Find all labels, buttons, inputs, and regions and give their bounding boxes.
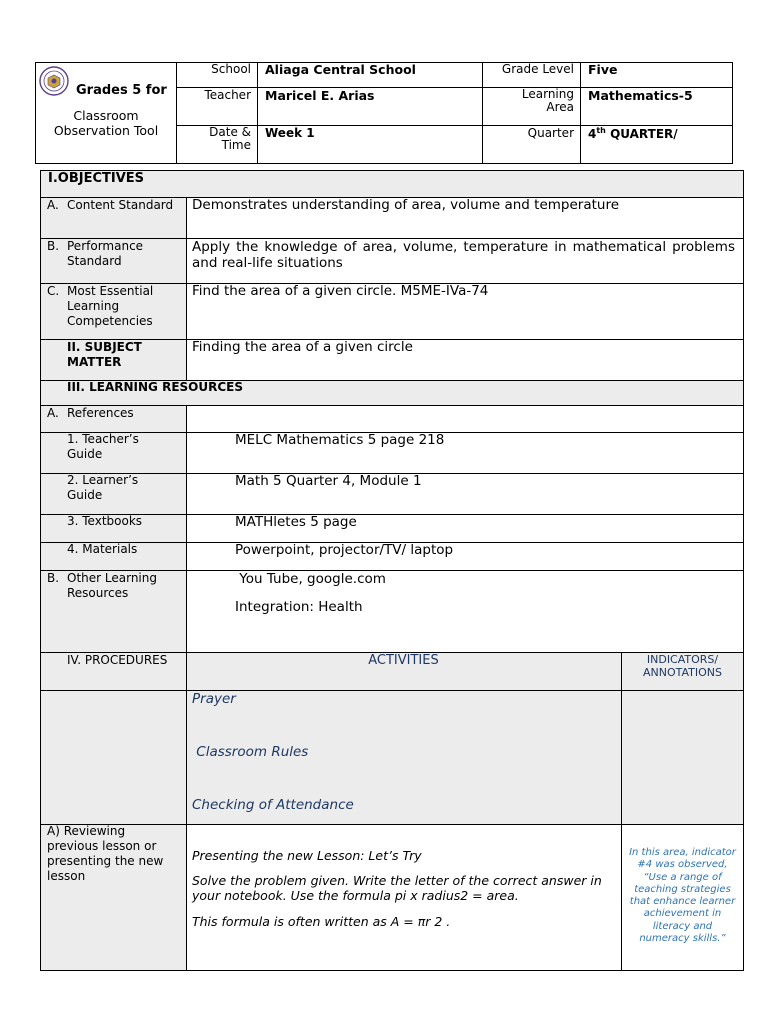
- objectives-heading: I.OBJECTIVES: [48, 171, 145, 186]
- teachers-guide-value: MELC Mathematics 5 page 218: [235, 432, 445, 448]
- teacher-value: Maricel E. Arias: [265, 88, 375, 103]
- subject-matter-value: Finding the area of a given circle: [192, 339, 413, 355]
- form-title-line1: Grades 5 for: [76, 83, 167, 98]
- indicators-heading: INDICATORS/ ANNOTATIONS: [642, 653, 722, 679]
- deped-seal-logo: [39, 66, 69, 96]
- references-label: A. References: [47, 406, 134, 420]
- formula-text: This formula is often written as A = πr 2 .: [192, 914, 451, 929]
- grade-level-value: Five: [588, 62, 618, 77]
- competencies-value: Find the area of a given circle. M5ME-IVa-74: [192, 283, 489, 299]
- textbooks-label: 3. Textbooks: [67, 514, 143, 528]
- form-title-line2: Classroom: [73, 108, 139, 123]
- performance-standard-value: Apply the knowledge of area, volume, temperature in mathematical problems and real-life situations: [192, 239, 735, 271]
- performance-standard-label: B. Performance Standard: [47, 239, 144, 268]
- date-time-label: Date & Time: [209, 125, 251, 152]
- other-resources-value: You Tube, google.com: [235, 571, 386, 587]
- competencies-label: C. Most Essential Learning Competencies: [47, 284, 154, 328]
- learning-resources-heading: III. LEARNING RESOURCES: [67, 380, 243, 394]
- activities-heading: ACTIVITIES: [368, 653, 439, 668]
- learners-guide-label: 2. Learner’s Guide: [67, 473, 139, 502]
- materials-value: Powerpoint, projector/TV/ laptop: [235, 542, 454, 558]
- solve-instructions-text: Solve the problem given. Write the letter of the correct answer in your notebook. Use the formula pi x radius2 = area.: [192, 873, 602, 903]
- presenting-lesson-text: Presenting the new Lesson: Let’s Try: [192, 848, 422, 863]
- reviewing-label: A) Reviewing previous lesson or presenting the new lesson: [47, 824, 164, 883]
- quarter-label: Quarter: [527, 126, 574, 140]
- teachers-guide-label: 1. Teacher’s Guide: [67, 432, 139, 461]
- content-standard-label: A. Content Standard: [47, 198, 174, 212]
- classroom-rules-activity: Classroom Rules: [192, 744, 309, 760]
- lesson-plan-table: [40, 170, 744, 971]
- textbooks-value: MATHletes 5 page: [235, 514, 357, 530]
- annotation-note: In this area, indicator #4 was observed, “Use a range of teaching strategies that enhance learner achievement in literacy and numeracy skills.”: [629, 847, 736, 945]
- prayer-activity: Prayer: [192, 691, 236, 707]
- form-title-line3: Observation Tool: [53, 123, 159, 138]
- procedures-heading: IV. PROCEDURES: [67, 653, 168, 667]
- quarter-value: 4th QUARTER/: [588, 126, 678, 141]
- teacher-label: Teacher: [204, 88, 251, 102]
- integration-value: Integration: Health: [235, 599, 363, 615]
- content-standard-value: Demonstrates understanding of area, volume and temperature: [192, 197, 620, 213]
- school-label: School: [211, 62, 251, 76]
- attendance-activity: Checking of Attendance: [192, 797, 354, 813]
- subject-matter-label: II. SUBJECT MATTER: [67, 340, 142, 369]
- grade-level-label: Grade Level: [501, 62, 574, 76]
- materials-label: 4. Materials: [67, 542, 138, 556]
- learning-area-value: Mathematics-5: [588, 88, 693, 103]
- date-time-value: Week 1: [265, 126, 315, 140]
- learners-guide-value: Math 5 Quarter 4, Module 1: [235, 473, 422, 489]
- learning-area-label: Learning Area: [521, 87, 574, 114]
- other-resources-label: B. Other Learning Resources: [47, 571, 157, 600]
- school-value: Aliaga Central School: [265, 62, 416, 77]
